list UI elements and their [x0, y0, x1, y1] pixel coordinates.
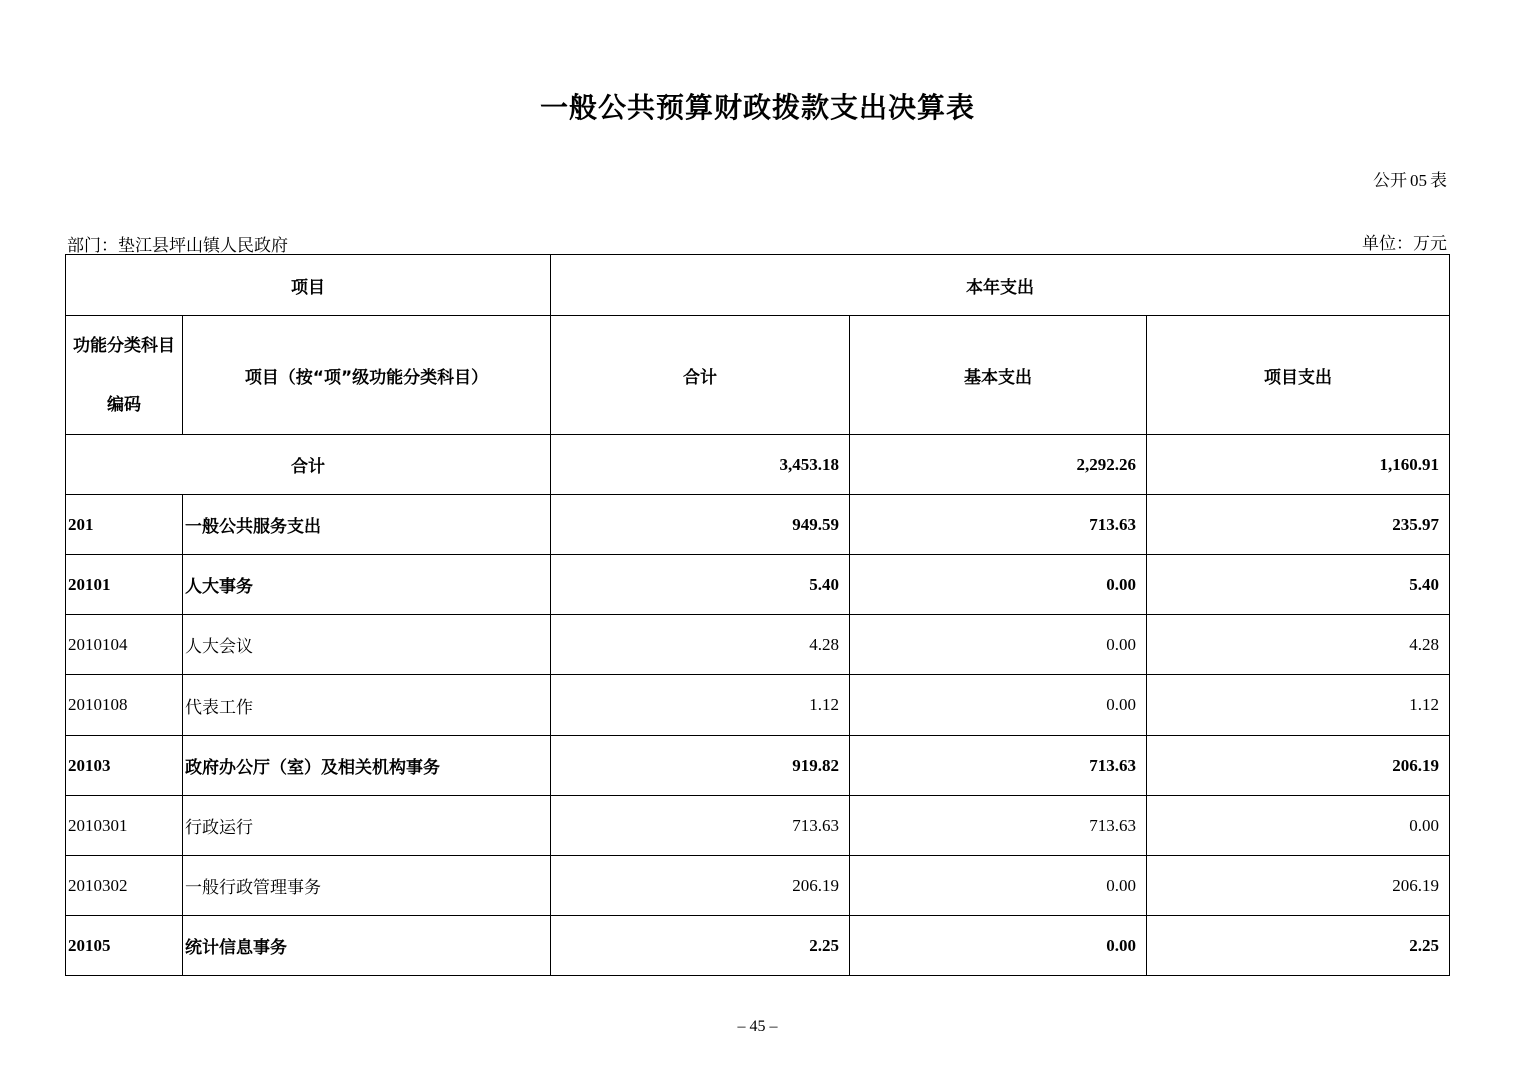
header-total: 合计	[551, 316, 850, 435]
form-number-prefix: 公开	[1373, 171, 1407, 191]
row-total: 713.63	[551, 796, 850, 856]
row-code: 2010104	[66, 615, 183, 675]
table-row	[66, 495, 1450, 555]
row-basic: 713.63	[850, 796, 1147, 856]
row-name: 人大会议	[183, 615, 551, 675]
table-row	[66, 916, 1450, 976]
row-name: 代表工作	[183, 675, 551, 736]
row-total: 2.25	[551, 916, 850, 976]
row-code: 2010302	[66, 856, 183, 916]
row-code: 201	[66, 495, 183, 555]
row-basic: 0.00	[850, 675, 1147, 736]
row-code: 2010301	[66, 796, 183, 856]
total-row-total: 3,453.18	[551, 435, 850, 495]
row-basic: 0.00	[850, 856, 1147, 916]
row-basic: 0.00	[850, 916, 1147, 976]
table-row	[66, 615, 1450, 675]
row-total: 919.82	[551, 736, 850, 796]
total-row-label: 合计	[66, 435, 551, 495]
row-total: 206.19	[551, 856, 850, 916]
row-name: 统计信息事务	[183, 916, 551, 976]
row-total: 5.40	[551, 555, 850, 615]
row-total: 949.59	[551, 495, 850, 555]
header-item-name: 项目（按“项”级功能分类科目）	[183, 316, 551, 435]
header-code-line2: 编码	[107, 395, 141, 415]
row-basic: 0.00	[850, 555, 1147, 615]
total-row	[66, 435, 1450, 495]
row-project: 206.19	[1147, 856, 1450, 916]
table-body	[66, 255, 1450, 976]
row-project: 0.00	[1147, 796, 1450, 856]
row-name: 政府办公厅（室）及相关机构事务	[183, 736, 551, 796]
header-row-1	[66, 255, 1450, 316]
row-project: 5.40	[1147, 555, 1450, 615]
form-number-suffix: 表	[1430, 171, 1447, 191]
row-basic: 713.63	[850, 495, 1147, 555]
row-project: 206.19	[1147, 736, 1450, 796]
page-number: – 45 –	[737, 1018, 778, 1035]
row-name: 行政运行	[183, 796, 551, 856]
row-code: 2010108	[66, 675, 183, 736]
header-row-2	[66, 316, 1450, 435]
header-current-year-expense: 本年支出	[551, 255, 1450, 316]
total-row-basic: 2,292.26	[850, 435, 1147, 495]
table-row	[66, 555, 1450, 615]
expenditure-table	[65, 254, 1450, 976]
row-code: 20105	[66, 916, 183, 976]
department-label: 部门：垫江县坪山镇人民政府	[67, 236, 288, 256]
row-name: 一般公共服务支出	[183, 495, 551, 555]
total-row-project: 1,160.91	[1147, 435, 1450, 495]
header-code	[66, 316, 183, 435]
header-project: 项目	[66, 255, 551, 316]
table-row	[66, 796, 1450, 856]
row-basic: 713.63	[850, 736, 1147, 796]
row-project: 1.12	[1147, 675, 1450, 736]
form-number-value: 05	[1410, 171, 1427, 190]
row-name: 一般行政管理事务	[183, 856, 551, 916]
row-total: 1.12	[551, 675, 850, 736]
form-number	[1373, 166, 1447, 191]
row-project: 235.97	[1147, 495, 1450, 555]
row-total: 4.28	[551, 615, 850, 675]
header-project-expense: 项目支出	[1147, 316, 1450, 435]
row-basic: 0.00	[850, 615, 1147, 675]
row-name: 人大事务	[183, 555, 551, 615]
header-code-line1: 功能分类科目	[73, 336, 175, 356]
row-code: 20103	[66, 736, 183, 796]
row-project: 2.25	[1147, 916, 1450, 976]
header-basic-expense: 基本支出	[850, 316, 1147, 435]
unit-label: 单位：万元	[1362, 234, 1447, 254]
table-row	[66, 856, 1450, 916]
row-code: 20101	[66, 555, 183, 615]
row-project: 4.28	[1147, 615, 1450, 675]
table-row	[66, 675, 1450, 736]
table-row	[66, 736, 1450, 796]
page-title: 一般公共预算财政拨款支出决算表	[539, 91, 975, 124]
